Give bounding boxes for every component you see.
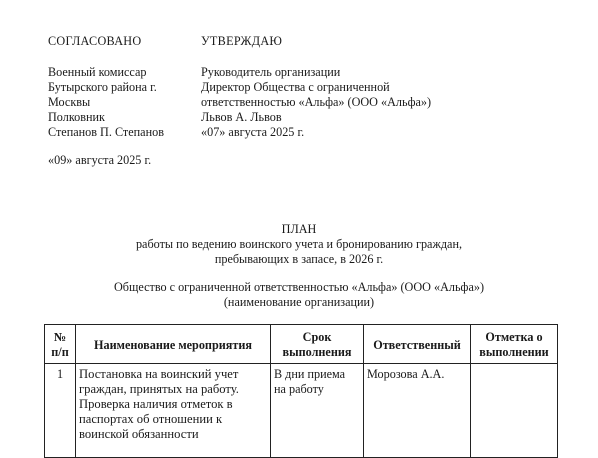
cell-responsible: Морозова А.А. bbox=[364, 364, 471, 458]
table-header-row bbox=[45, 325, 558, 364]
header-mark: Отметка о выполнении bbox=[471, 325, 558, 364]
header-deadline: Срок выполнения bbox=[271, 325, 364, 364]
organization-name: Общество с ограниченной ответственностью «Альфа» (ООО «Альфа») bbox=[113, 280, 485, 294]
approved-date: «07» августа 2025 г. bbox=[201, 125, 305, 139]
header-responsible: Ответственный bbox=[364, 325, 471, 364]
plan-title-block bbox=[0, 222, 598, 267]
plan-subtitle-line: работы по ведению воинского учета и бронированию граждан, bbox=[135, 237, 463, 251]
table-row bbox=[45, 364, 558, 458]
cell-num: 1 bbox=[45, 364, 76, 458]
approved-line: Львов А. Львов bbox=[201, 110, 282, 124]
agreed-heading: СОГЛАСОВАНО bbox=[48, 34, 142, 48]
header-num: № п/п bbox=[45, 325, 76, 364]
organization-caption: (наименование организации) bbox=[223, 295, 375, 309]
plan-subtitle-line: пребывающих в запасе, в 2026 г. bbox=[214, 252, 384, 266]
agreed-line: Военный комиссар bbox=[48, 65, 147, 79]
agreed-line: Москвы bbox=[48, 95, 91, 109]
organization-block bbox=[0, 280, 598, 310]
approved-heading: УТВЕРЖДАЮ bbox=[201, 34, 283, 48]
plan-title: ПЛАН bbox=[281, 222, 317, 236]
cell-mark bbox=[471, 364, 558, 458]
cell-deadline: В дни приема на работу bbox=[271, 364, 364, 458]
approved-line: Директор Общества с ограниченной bbox=[201, 80, 390, 94]
header-activity: Наименование мероприятия bbox=[76, 325, 271, 364]
agreed-block bbox=[48, 34, 193, 140]
agreed-line: Бутырского района г. bbox=[48, 80, 157, 94]
agreed-line: Степанов П. Степанов bbox=[48, 125, 164, 139]
agreed-date: «09» августа 2025 г. bbox=[48, 153, 152, 167]
approved-line: ответственностью «Альфа» (ООО «Альфа») bbox=[201, 95, 432, 109]
agreed-line: Полковник bbox=[48, 110, 105, 124]
cell-activity: Постановка на воинский учет граждан, принятых на работу. Проверка наличия отметок в паспортах об отношении к воинской обязанности bbox=[76, 364, 271, 458]
approved-line: Руководитель организации bbox=[201, 65, 341, 79]
plan-table bbox=[44, 324, 558, 458]
approved-block bbox=[201, 34, 501, 140]
